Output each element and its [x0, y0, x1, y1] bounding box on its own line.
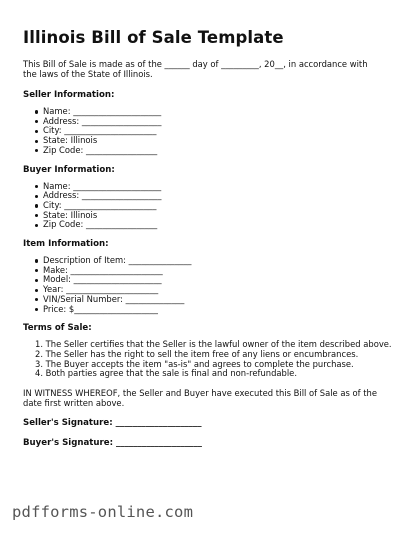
- buyer-information-list: [23, 182, 383, 231]
- terms-of-sale-heading: Terms of Sale:: [23, 323, 92, 334]
- terms-item-text: The Buyer accepts the item "as-is" and agrees to complete the purchase.: [45, 358, 354, 369]
- witness-paragraph: IN WITNESS WHEREOF, the Seller and Buyer have executed this Bill of Sale as of the date first written above.: [23, 388, 377, 409]
- terms-item-number: 4.: [35, 368, 43, 379]
- item-information-heading: Item Information:: [23, 239, 109, 250]
- buyer-state-field: State: Illinois: [35, 211, 383, 221]
- seller-address-field: Address: ___________________: [35, 117, 383, 127]
- seller-state-field: State: Illinois: [35, 136, 383, 146]
- terms-of-sale-list: [23, 339, 392, 379]
- terms-item-text: The Seller certifies that the Seller is the lawful owner of the item described above.: [45, 339, 392, 350]
- seller-zip-field: Zip Code: _________________: [35, 146, 383, 156]
- item-make-field: Make: ______________________: [35, 266, 383, 276]
- item-price-field: Price: $____________________: [35, 305, 383, 315]
- page-title: Illinois Bill of Sale Template: [23, 28, 284, 47]
- buyer-information-heading: Buyer Information:: [23, 164, 115, 175]
- terms-item-number: 3.: [35, 358, 43, 369]
- seller-information-heading: Seller Information:: [23, 90, 115, 100]
- terms-item-number: 2.: [35, 348, 43, 359]
- item-description-field: Description of Item: _______________: [35, 256, 383, 266]
- buyer-zip-field: Zip Code: _________________: [35, 220, 383, 230]
- item-vin-field: VIN/Serial Number: ______________: [35, 295, 383, 305]
- buyer-name-field: Name: _____________________: [35, 182, 383, 192]
- item-model-field: Model: _____________________: [35, 275, 383, 285]
- intro-paragraph: This Bill of Sale is made as of the ______ day of _________, 20__, in accordance with the laws of the State of Illinois.: [23, 59, 368, 79]
- terms-item-number: 1.: [35, 339, 43, 350]
- terms-item-text: Both parties agree that the sale is final and non-refundable.: [45, 368, 297, 379]
- terms-item: [35, 369, 383, 379]
- bill-of-sale-document: [23, 28, 392, 458]
- seller-city-field: City: ______________________: [35, 126, 383, 136]
- buyer-signature-line: Buyer's Signature: ____________________: [23, 438, 202, 449]
- item-information-list: [23, 256, 383, 314]
- item-year-field: Year: ______________________: [35, 285, 383, 295]
- watermark-footer: pdfforms-online.com: [12, 503, 194, 521]
- seller-information-list: [23, 107, 383, 156]
- buyer-address-field: Address: ___________________: [35, 191, 383, 201]
- terms-item-text: The Seller has the right to sell the item free of any liens or encumbrances.: [45, 348, 359, 359]
- seller-name-field: Name: _____________________: [35, 107, 383, 117]
- buyer-city-field: City: ______________________: [35, 201, 383, 211]
- seller-signature-line: Seller's Signature: ____________________: [23, 418, 202, 429]
